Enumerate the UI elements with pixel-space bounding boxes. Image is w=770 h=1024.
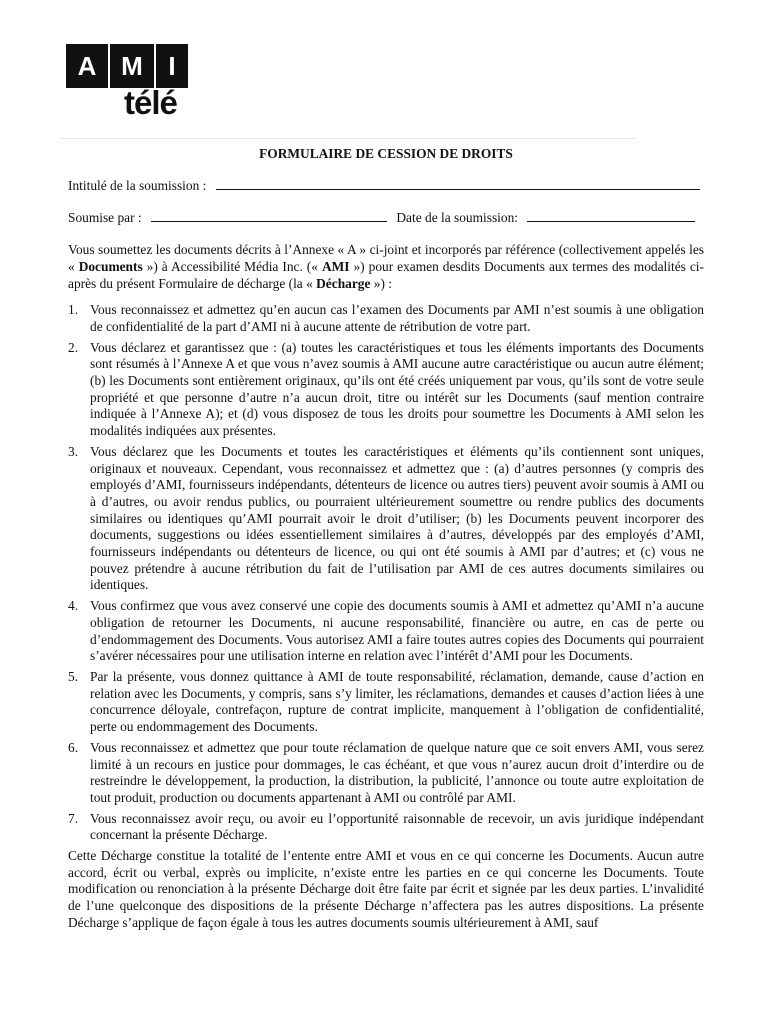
clauses-list (68, 302, 704, 844)
clause-number: 2. (68, 339, 79, 355)
clause-item (68, 811, 704, 844)
intro-text-1: Vous soumettez les documents décrits à l’Annexe « A » ci-joint et incorporés par référence (collectivement appelés les « (68, 242, 704, 274)
clause-item (68, 669, 704, 736)
clause-number: 5. (68, 668, 79, 684)
clause-text: Vous reconnaissez avoir reçu, ou avoir eu l’opportunité raisonnable de recevoir, un avis juridique indépendant concernant la présente Décharge. (90, 810, 704, 843)
clause-item (68, 340, 704, 440)
submission-title-blank[interactable] (216, 177, 700, 190)
submission-title-row (68, 177, 704, 195)
submission-title-label: Intitulé de la soumission : (68, 177, 207, 193)
submitted-by-blank[interactable] (151, 209, 387, 222)
clause-text: Vous reconnaissez et admettez que pour toute réclamation de quelque nature que ce soit envers AMI, vous serez limité à un recours en justice pour dommages, le cas échéant, et que vous n’aurez aucun droit d’interdire ou de restreindre le développement, la production, la distribution, la publicité, l’annonce ou toute autre exploitation de tout produit, production ou documents appartenant à AMI ou contrôlé par AMI. (90, 739, 704, 805)
submitted-by-label: Soumise par : (68, 210, 142, 226)
clause-text: Vous reconnaissez et admettez qu’en aucun cas l’examen des Documents par AMI n’est soumis à une obligation de confidentialité de la part d’AMI ni à aucune attente de rétribution de votre part. (90, 302, 704, 334)
clause-text: Vous déclarez que les Documents et toutes les caractéristiques et éléments qu’ils contiennent sont uniques, originaux et nouveaux. Cependant, vous reconnaissez et admettez que : (a) d’autres personnes (y compris des employés d’AMI, fournisseurs indépendants, détenteurs de licence ou autres tiers) peuvent avoir soumis à AMI ou à d’autres, ou avoir rendus publics, ou pourraient ultérieurement soumettre ou rendre publics des documents similaires ou identiques qu’AMI pourrait avoir le droit d’utiliser; (b) les Documents peuvent incorporer des documents, suggestions ou idées essentiellement similaires à d’autres, développés par des employés d’AMI, fournisseurs indépendants ou détenteurs de licence, ou qui ont été soumis à AMI par d’autres; et (c) vous ne pouvez prétendre à aucune rétribution du fait de l’utilisation par AMI de ces autres documents similaires ou identiques. (90, 443, 704, 593)
clause-number: 3. (68, 443, 79, 459)
intro-term-ami: AMI (321, 258, 350, 274)
clause-item (68, 598, 704, 665)
header-divider (60, 138, 636, 139)
clause-number: 4. (68, 598, 79, 614)
intro-term-decharge: Décharge (316, 275, 371, 291)
intro-paragraph (68, 242, 704, 292)
clause-text: Vous confirmez que vous avez conservé une copie des documents soumis à AMI et admettez qu’AMI n’a aucune obligation de retourner les Documents, ni aucune responsabilité, financière ou autre, en cas de perte ou d’endommagement des Documents. Vous autorisez AMI a faire toutes autres copies des Documents qui pourraient s’avérer nécessaires pour une utilisation interne en relation avec l’intérêt d’AMI pour les Documents. (90, 598, 704, 664)
form-title: FORMULAIRE DE CESSION DE DROITS (259, 146, 513, 161)
logo-subtitle: télé (124, 84, 177, 121)
intro-term-documents: Documents (78, 258, 143, 274)
clause-number: 1. (68, 302, 79, 318)
intro-text-2: ») à Accessibilité Média Inc. (« (142, 258, 322, 274)
closing-paragraph: Cette Décharge constitue la totalité de l’entente entre AMI et vous en ce qui concerne les Documents. Aucun autre accord, écrit ou verbal, exprès ou implicite, n’existe entre les parties en ce qui concerne les Documents. Toute modification ou renonciation à la présente Décharge doit être faite par écrit et signée par les deux parties. L’invalidité de l’une quelconque des dispositions de la présente Décharge n’affectera pas les autres dispositions. La présente Décharge s’applique de façon égale à tous les autres documents soumis ultérieurement à AMI, sauf (68, 848, 704, 930)
intro-text-3: ») pour examen desdits Documents aux termes des modalités ci-après du présent Formulaire de décharge (la « (68, 258, 704, 291)
date-blank[interactable] (527, 209, 695, 222)
date-label: Date de la soumission: (396, 210, 518, 226)
clause-item (68, 740, 704, 807)
clause-text: Par la présente, vous donnez quittance à AMI de toute responsabilité, réclamation, demande, cause d’action en relation avec les Documents, y compris, sans s’y limiter, les réclamations, demandes et causes d’action liées à une concurrence déloyale, contrefaçon, rupture de contrat implicite, manquement à l’obligation de confidentialité, perte ou endommagement des Documents. (90, 668, 704, 735)
ami-tele-logo (66, 44, 196, 119)
clause-item (68, 302, 704, 335)
clause-text: Vous déclarez et garantissez que : (a) toutes les caractéristiques et tous les éléments importants des Documents sont résumés à l’Annexe A et que vous n’avez soumis à AMI aucune autre caractéristique ou aucun autre élément; (b) les Documents sont entièrement originaux, qu’ils ont été créés uniquement par vous, qu’ils sont de votre seule propriété et que personne d’autre n’a aucun droit, titre ou intérêt sur les Documents (sauf mention contraire indiquée à l’Annexe A); et (d) vous disposez de tous les droits pour soumettre les Documents à AMI selon les modalités indiquées aux présentes. (90, 339, 704, 439)
form-body (68, 146, 704, 932)
submitted-by-row (68, 209, 704, 227)
logo-letter-m: M (110, 44, 154, 88)
clause-number: 6. (68, 739, 79, 755)
clause-item (68, 444, 704, 594)
logo-letter-a: A (66, 44, 108, 88)
logo-letter-i: I (156, 44, 188, 88)
clause-number: 7. (68, 810, 79, 826)
intro-text-4: ») : (370, 275, 393, 291)
